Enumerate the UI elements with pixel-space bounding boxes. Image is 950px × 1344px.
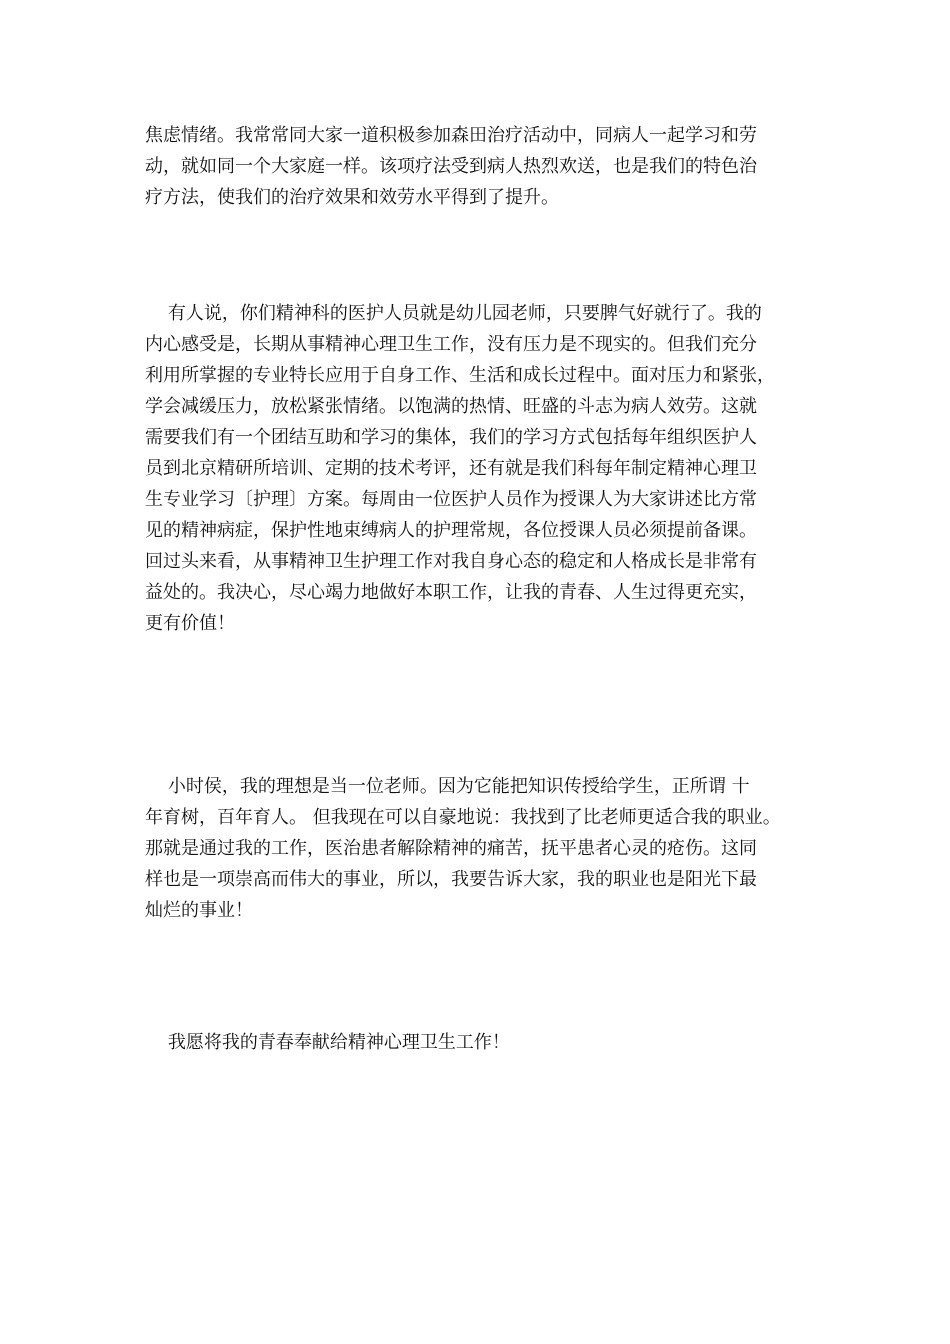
text-line: 样也是一项崇高而伟大的事业，所以，我要告诉大家，我的职业也是阳光下最	[145, 869, 757, 890]
paragraph-4	[145, 1027, 845, 1058]
text-line: 灿烂的事业！	[145, 900, 253, 921]
text-line: 益处的。我决心，尽心竭力地做好本职工作，让我的青春、人生过得更充实，	[145, 582, 757, 603]
text-line: 年育树，百年育人。 但我现在可以自豪地说：我找到了比老师更适合我的职业。	[145, 807, 781, 828]
text-line: 员到北京精研所培训、定期的技术考评，还有就是我们科每年制定精神心理卫	[145, 458, 757, 479]
text-line: 动，就如同一个大家庭一样。该项疗法受到病人热烈欢送，也是我们的特色治	[145, 156, 757, 177]
text-line: 需要我们有一个团结互助和学习的集体，我们的学习方式包括每年组织医护人	[145, 427, 757, 448]
text-line: 回过头来看，从事精神卫生护理工作对我自身心态的稳定和人格成长是非常有	[145, 551, 757, 572]
text-line: 焦虑情绪。我常常同大家一道积极参加森田治疗活动中，同病人一起学习和劳	[145, 125, 757, 146]
text-line: 生专业学习〔护理〕方案。每周由一位医护人员作为授课人为大家讲述比方常	[145, 489, 757, 510]
text-line: 内心感受是，长期从事精神心理卫生工作，没有压力是不现实的。但我们充分	[145, 334, 757, 355]
text-line: 见的精神病症，保护性地束缚病人的护理常规，各位授课人员必须提前备课。	[145, 520, 757, 541]
text-line: 更有价值！	[145, 613, 235, 634]
text-line: 利用所掌握的专业特长应用于自身工作、生活和成长过程中。面对压力和紧张，	[145, 365, 775, 386]
text-line: 那就是通过我的工作，医治患者解除精神的痛苦，抚平患者心灵的疮伤。这同	[145, 838, 757, 859]
paragraph-3	[145, 771, 845, 926]
text-line: 我愿将我的青春奉献给精神心理卫生工作！	[145, 1032, 510, 1053]
text-line: 有人说，你们精神科的医护人员就是幼儿园老师，只要脾气好就行了。我的	[145, 303, 762, 324]
text-line: 小时侯，我的理想是当一位老师。因为它能把知识传授给学生，正所谓 十	[145, 776, 750, 797]
paragraph-1	[145, 120, 845, 213]
text-line: 学会减缓压力，放松紧张情绪。以饱满的热情、旺盛的斗志为病人效劳。这就	[145, 396, 757, 417]
paragraph-2	[145, 298, 845, 639]
text-line: 疗方法，使我们的治疗效果和效劳水平得到了提升。	[145, 187, 559, 208]
